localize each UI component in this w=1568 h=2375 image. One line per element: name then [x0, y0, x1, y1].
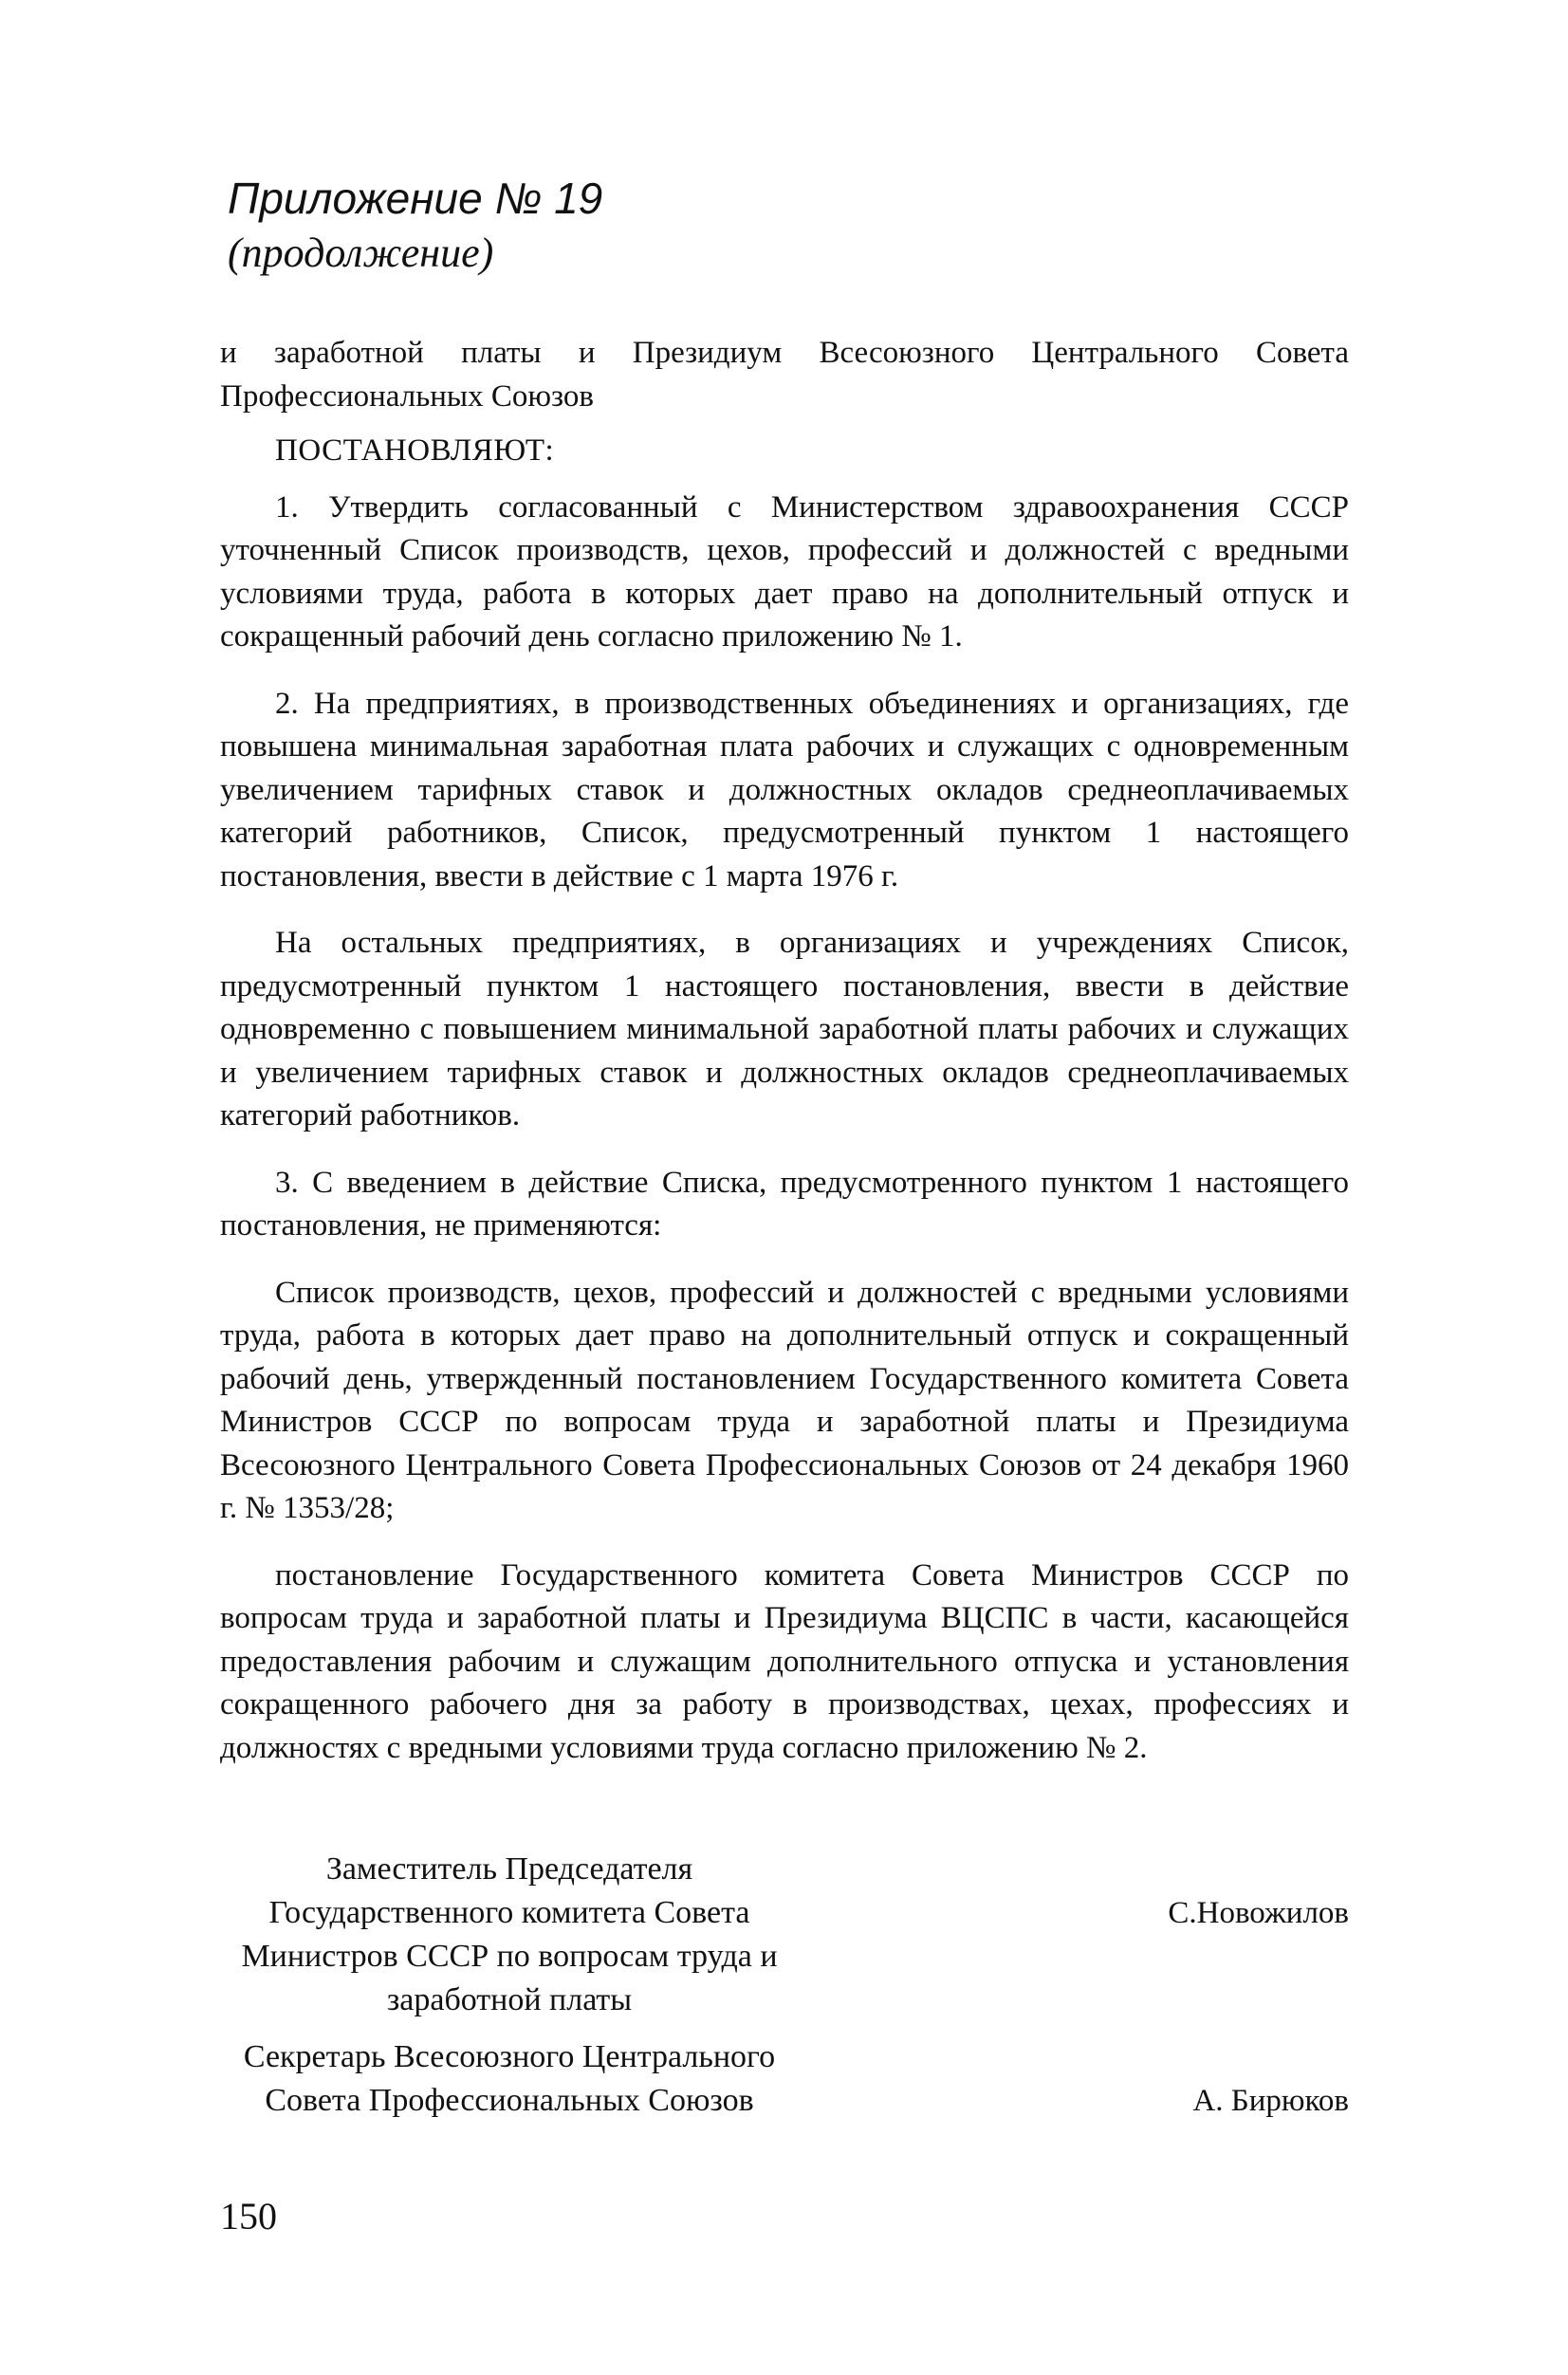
page-number: 150	[220, 2195, 277, 2237]
paragraph-item-3: 3. С введением в действие Списка, предусмотренного пунктом 1 настоящего постановления, не применяются:	[220, 1165, 1349, 1243]
signature-block	[220, 1848, 1349, 2123]
appendix-header	[228, 171, 602, 281]
paragraph-resolution-part: постановление Государственного комитета Совета Министров СССР по вопросам труда и заработной платы и Президиума ВЦСПС в части, касающейся предоставления рабочим и служащим дополнительного отпуска и установления сокращенного рабочего дня за работу в производствах, цехах, профессиях и должностях с вредными условиями труда согласно приложению № 2.	[220, 1557, 1349, 1765]
signature-row-secretary	[220, 2035, 1349, 2123]
appendix-subtitle: (продолжение)	[228, 230, 494, 276]
signatory-position: Заместитель Председателя Государственного комитета Совета Министров СССР по вопросам труда и заработной платы	[241, 1851, 778, 2017]
paragraph-item-2: 2. На предприятиях, в производственных объединениях и организациях, где повышена минимальная заработная плата рабочих и служащих с одновременным увеличением тарифных ставок и должностных окладов среднеоплачиваемых категорий работников, Список, предусмотренный пунктом 1 настоящего постановления, ввести в действие с 1 марта 1976 г.	[220, 686, 1349, 893]
appendix-title: Приложение № 19	[228, 174, 603, 223]
paragraph-other-enterprises: На остальных предприятиях, в организациях и учреждениях Список, предусмотренный пунктом 1 настоящего постановления, ввести в действие одновременно с повышением минимальной заработной платы рабочих и служащих и увеличением тарифных ставок и должностных окладов среднеоплачиваемых категорий работников.	[220, 926, 1349, 1132]
signature-row-deputy-chairman	[220, 1848, 1349, 2022]
resolution-heading: ПОСТАНОВЛЯЮТ:	[275, 433, 555, 468]
paragraph-item-1: 1. Утвердить согласованный с Министерством здравоохранения СССР уточненный Список производств, цехов, профессий и должностей с вредными условиями труда, работа в которых дает право на дополнительный отпуск и сокращенный рабочий день согласно приложению № 1.	[220, 489, 1349, 654]
signatory-name: С.Новожилов	[1168, 1896, 1349, 1930]
signatory-position: Секретарь Всесоюзного Центрального Совета Профессиональных Союзов	[243, 2039, 776, 2118]
signatory-name: А. Бирюков	[1192, 2084, 1349, 2118]
paragraph-list-1960: Список производств, цехов, профессий и должностей с вредными условиями труда, работа в которых дает право на дополнительный отпуск и сокращенный рабочий день, утвержденный постановлением Государственного комитета Совета Министров СССР по вопросам труда и заработной платы и Президиума Всесоюзного Центрального Совета Профессиональных Союзов от 24 декабря 1960 г. № 1353/28;	[220, 1275, 1349, 1525]
document-body	[220, 332, 1349, 1770]
paragraph-intro: и заработной платы и Президиум Всесоюзного Центрального Совета Профессиональных Союзов	[220, 336, 1349, 414]
